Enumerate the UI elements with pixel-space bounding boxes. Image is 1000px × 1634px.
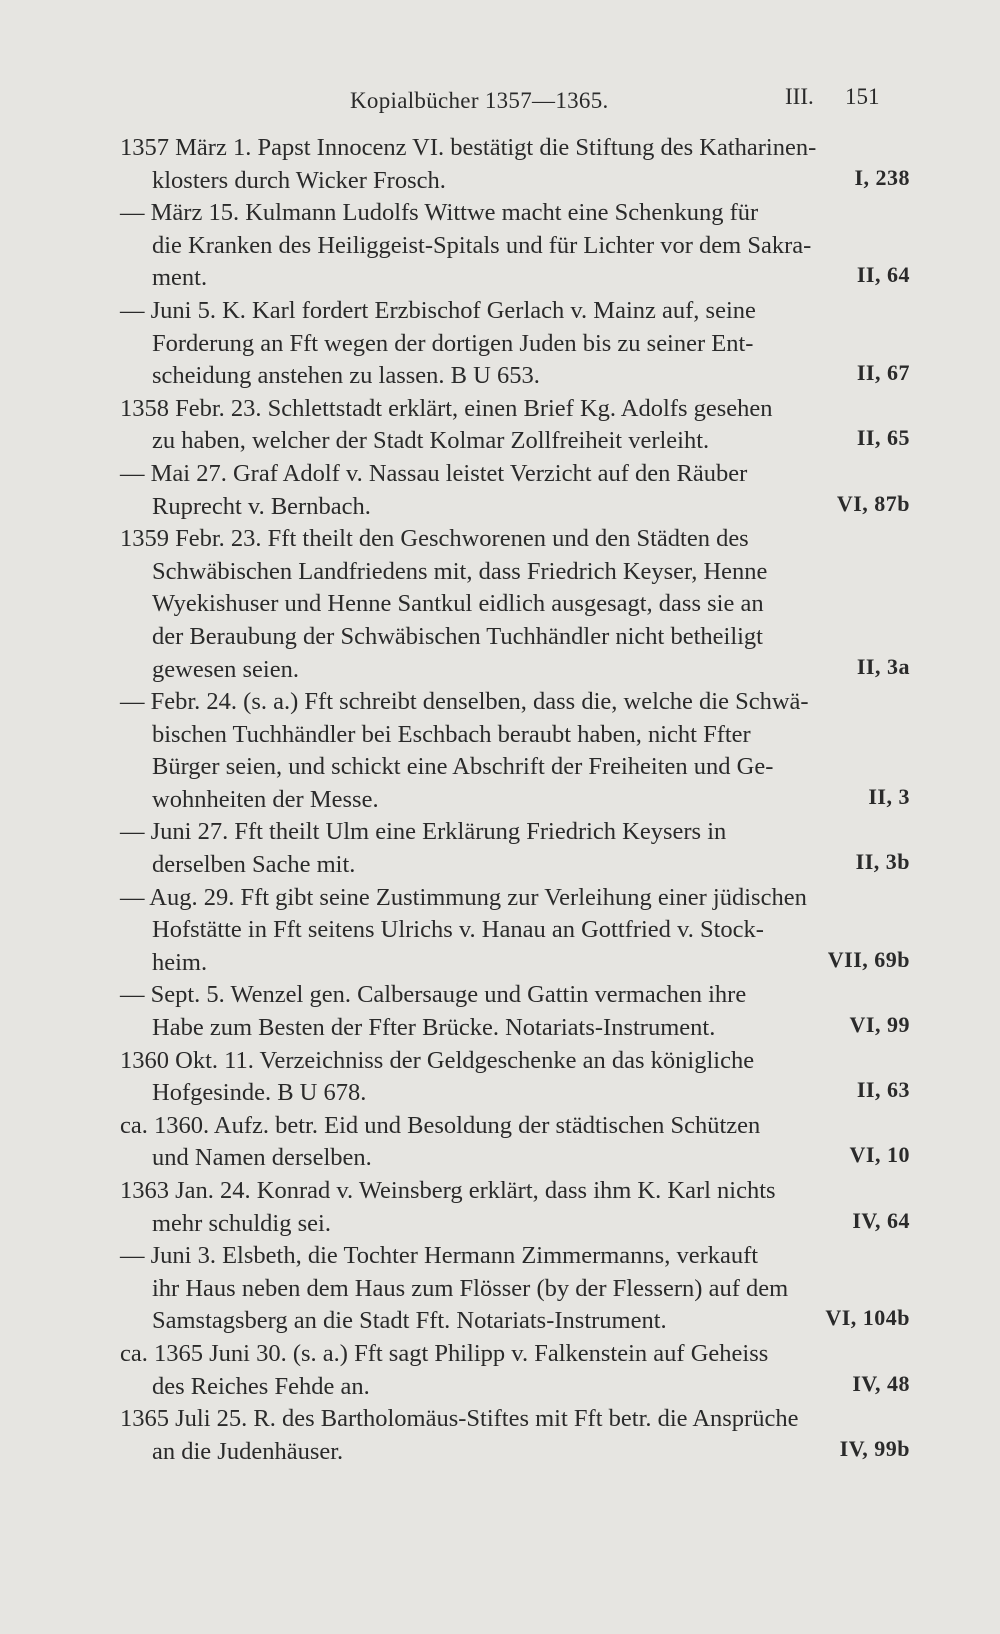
entry-first-line: — Sept. 5. Wenzel gen. Calbersauge und Gattin vermachen ihre (120, 981, 747, 1009)
running-head-title: Kopialbücher 1357—1365. (350, 88, 609, 113)
entry-first-line: — Juni 27. Fft theilt Ulm eine Erklärung Friedrich Keysers in (120, 818, 727, 846)
entry-first-line: — Mai 27. Graf Adolf v. Nassau leistet Verzicht auf den Räuber (120, 459, 748, 487)
register-entry (120, 979, 910, 1044)
entry-continuation-line: gewesen seien. (152, 655, 299, 683)
entry-continuation-line: Ruprecht v. Bernbach. (152, 492, 371, 520)
entry-first-line: ca. 1365 Juni 30. (s. a.) Fft sagt Philipp v. Falkenstein auf Geheiss (120, 1339, 769, 1367)
entry-continuation-line: der Beraubung der Schwäbischen Tuchhändler nicht betheiligt (152, 622, 763, 650)
entry-first-line: 1363 Jan. 24. Konrad v. Weinsberg erklärt, dass ihm K. Karl nichts (120, 1177, 776, 1204)
register-entry (120, 458, 910, 523)
entry-continuation-line: Hofstätte in Fft seitens Ulrichs v. Hanau an Gottfried v. Stock- (152, 916, 764, 944)
folio-reference: II, 3a (856, 653, 910, 679)
page-number: 151 (845, 84, 880, 109)
folio-reference: II, 67 (856, 360, 910, 386)
folio-reference: VI, 104b (825, 1305, 910, 1331)
folio-reference: II, 64 (856, 262, 910, 288)
entry-first-line: 1365 Juli 25. R. des Bartholomäus-Stiftes mit Fft betr. die Ansprüche (120, 1405, 799, 1433)
register-entry (120, 1110, 910, 1175)
register-entry (120, 1045, 910, 1110)
entry-continuation-line: Samstagsberg an die Stadt Fft. Notariats-Instrument. (152, 1307, 667, 1335)
register-entry (120, 132, 910, 197)
entry-first-line: 1357 März 1. Papst Innocenz VI. bestätigt die Stiftung des Katharinen- (120, 134, 817, 161)
entry-first-line: ca. 1360. Aufz. betr. Eid und Besoldung der städtischen Schützen (120, 1111, 761, 1139)
entry-continuation-line: Schwäbischen Landfriedens mit, dass Friedrich Keyser, Henne (152, 557, 768, 585)
register-entry (120, 686, 910, 816)
entry-continuation-line: ment. (152, 264, 208, 292)
entry-continuation-line: heim. (152, 948, 208, 976)
entry-first-line: — Aug. 29. Fft gibt seine Zustimmung zur Verleihung einer jüdischen (120, 883, 807, 911)
entry-first-line: — Juni 3. Elsbeth, die Tochter Hermann Zimmermanns, verkauft (120, 1242, 759, 1270)
folio-reference: IV, 64 (852, 1207, 910, 1233)
entry-first-line: — Febr. 24. (s. a.) Fft schreibt denselben, dass die, welche die Schwä- (120, 688, 809, 716)
entry-continuation-line: scheidung anstehen zu lassen. B U 653. (152, 362, 540, 390)
folio-reference: VI, 99 (849, 1012, 910, 1038)
entry-first-line: — Juni 5. K. Karl fordert Erzbischof Gerlach v. Mainz auf, seine (120, 296, 756, 324)
register-entry (120, 523, 910, 686)
register-entry (120, 816, 910, 881)
folio-reference: VI, 10 (849, 1142, 910, 1168)
folio-reference: I, 238 (854, 164, 910, 190)
folio-reference: II, 3b (855, 849, 910, 875)
register-entry (120, 882, 910, 980)
entry-continuation-line: Habe zum Besten der Ffter Brücke. Notariats-Instrument. (152, 1014, 716, 1042)
entry-continuation-line: an die Judenhäuser. (152, 1437, 344, 1465)
register-entry (120, 1175, 910, 1240)
entry-continuation-line: die Kranken des Heiliggeist-Spitals und für Lichter vor dem Sakra- (152, 231, 812, 259)
entry-first-line: 1359 Febr. 23. Fft theilt den Geschworenen und den Städten des (120, 525, 749, 553)
register-entry (120, 197, 910, 295)
folio-reference: II, 65 (856, 425, 910, 451)
entry-first-line: 1360 Okt. 11. Verzeichniss der Geldgeschenke an das königliche (120, 1046, 755, 1074)
register-entry (120, 1338, 910, 1403)
entry-continuation-line: Hofgesinde. B U 678. (152, 1079, 367, 1107)
entry-continuation-line: des Reiches Fehde an. (152, 1372, 370, 1400)
entry-continuation-line: zu haben, welcher der Stadt Kolmar Zollfreiheit verleiht. (152, 427, 710, 455)
folio-reference: VII, 69b (827, 946, 910, 972)
register-entry (120, 295, 910, 393)
section-number: III. (785, 84, 814, 109)
entry-continuation-line: klosters durch Wicker Frosch. (152, 166, 446, 194)
entry-first-line: 1358 Febr. 23. Schlettstadt erklärt, einen Brief Kg. Adolfs gesehen (120, 394, 773, 422)
entry-continuation-line: mehr schuldig sei. (152, 1209, 331, 1237)
entry-continuation-line: wohnheiten der Messe. (152, 785, 379, 813)
folio-reference: II, 63 (856, 1077, 910, 1103)
entry-continuation-line: und Namen derselben. (152, 1144, 372, 1172)
folio-reference: II, 3 (868, 783, 910, 809)
entry-continuation-line: Wyekishuser und Henne Santkul eidlich ausgesagt, dass sie an (152, 590, 764, 618)
folio-reference: VI, 87b (836, 490, 910, 516)
entry-continuation-line: derselben Sache mit. (152, 851, 356, 879)
entry-continuation-line: Bürger seien, und schickt eine Abschrift der Freiheiten und Ge- (152, 753, 774, 781)
entry-continuation-line: bischen Tuchhändler bei Eschbach beraubt haben, nicht Ffter (152, 720, 751, 748)
register-entry (120, 1240, 910, 1338)
entry-first-line: — März 15. Kulmann Ludolfs Wittwe macht eine Schenkung für (120, 199, 759, 227)
entry-list (120, 132, 910, 1468)
entry-continuation-line: ihr Haus neben dem Haus zum Flösser (by der Flessern) auf dem (152, 1274, 789, 1302)
running-head (0, 84, 1000, 124)
entry-continuation-line: Forderung an Fft wegen der dortigen Juden bis zu seiner Ent- (152, 329, 754, 357)
register-entry (120, 1403, 910, 1468)
folio-reference: IV, 99b (839, 1435, 910, 1461)
folio-reference: IV, 48 (852, 1370, 910, 1396)
register-entry (120, 393, 910, 458)
